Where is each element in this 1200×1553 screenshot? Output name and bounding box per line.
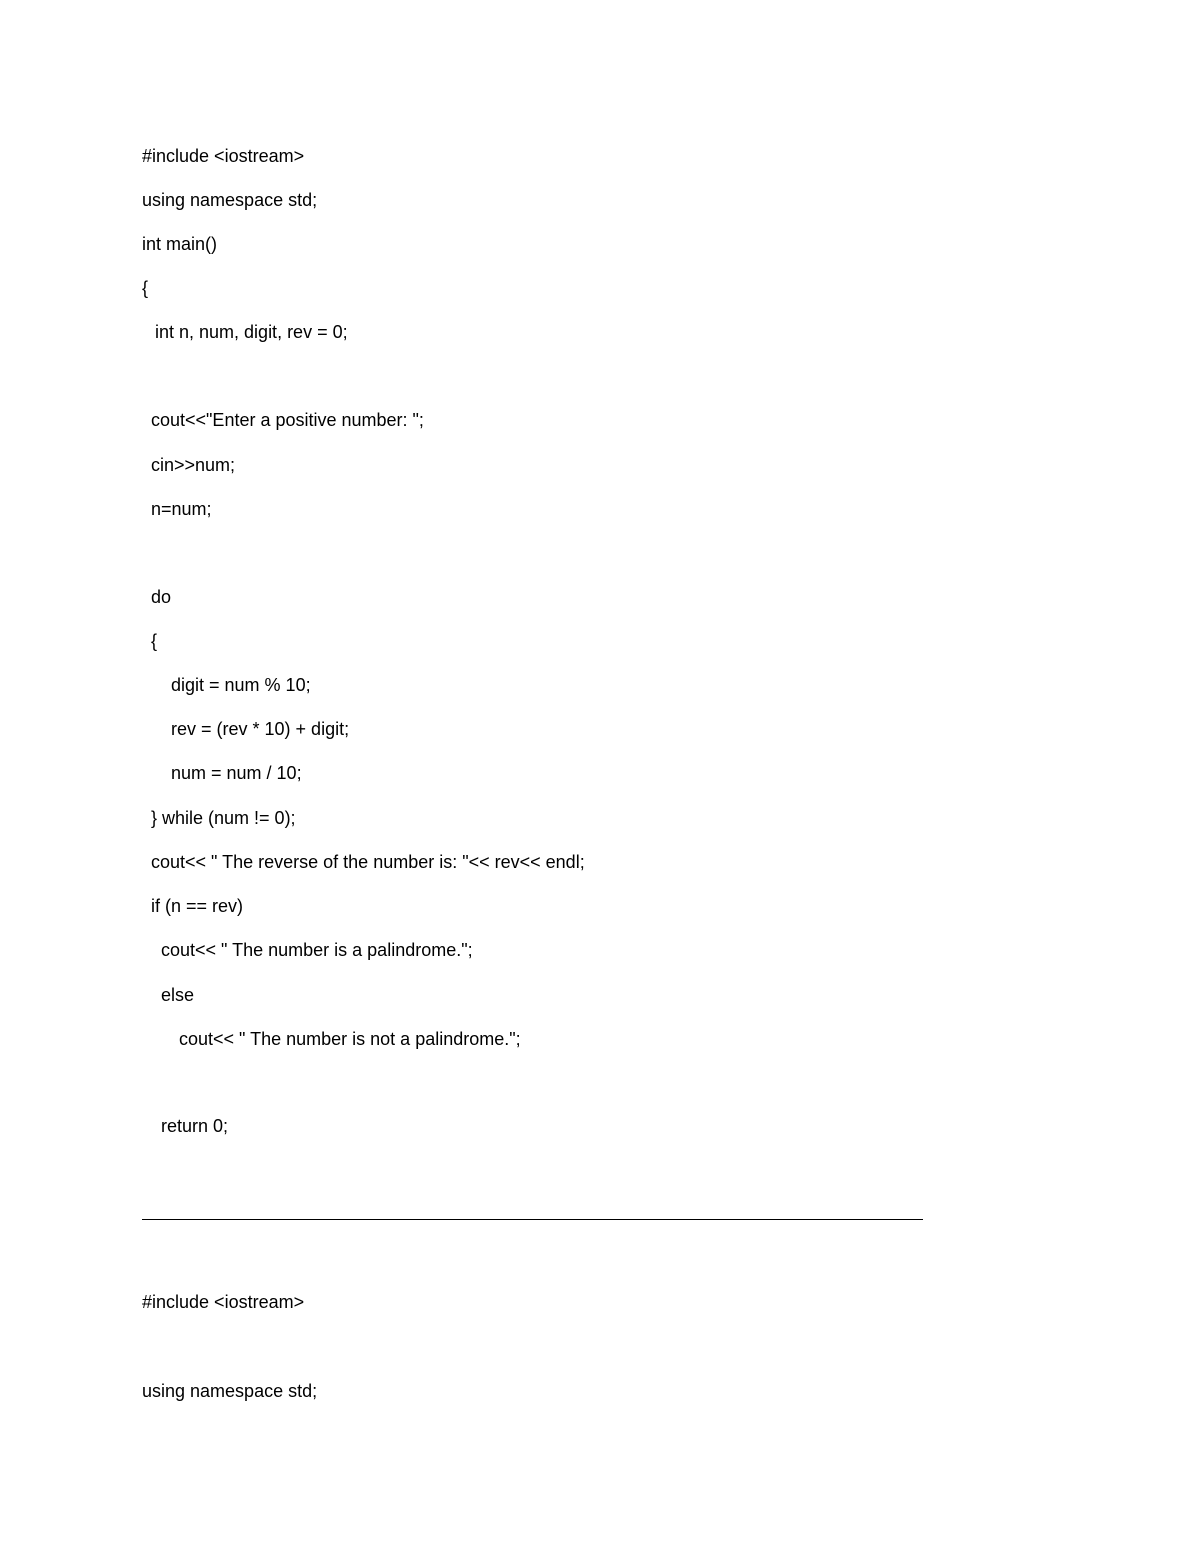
code-line-rev: rev = (rev * 10) + digit; [171, 719, 350, 739]
code-line-open-brace: { [142, 278, 149, 298]
code-line-print-reverse: cout<< " The reverse of the number is: "<< rev<< endl; [151, 852, 585, 872]
code-line-num: num = num / 10; [171, 763, 302, 783]
code-line-digit: digit = num % 10; [171, 675, 311, 695]
code-line-read-input: cin>>num; [151, 455, 236, 475]
code-line-if: if (n == rev) [151, 896, 244, 916]
code-line-else: else [161, 985, 195, 1005]
code-line-using-namespace-2: using namespace std; [142, 1381, 318, 1401]
code-line-include-2: #include <iostream> [142, 1292, 305, 1312]
code-line-prompt: cout<<"Enter a positive number: "; [151, 410, 424, 430]
code-line-using-namespace: using namespace std; [142, 190, 318, 210]
code-line-include: #include <iostream> [142, 146, 305, 166]
code-line-print-not-palindrome: cout<< " The number is not a palindrome."; [179, 1029, 521, 1049]
code-line-return: return 0; [161, 1116, 229, 1136]
code-line-while: } while (num != 0); [151, 808, 296, 828]
code-line-assign: n=num; [151, 499, 212, 519]
code-line-main-signature: int main() [142, 234, 218, 254]
code-line-print-palindrome: cout<< " The number is a palindrome."; [161, 940, 473, 960]
section-divider [142, 1219, 923, 1220]
code-line-declaration: int n, num, digit, rev = 0; [155, 322, 348, 342]
code-line-do: do [151, 587, 172, 607]
code-line-do-open-brace: { [151, 631, 158, 651]
